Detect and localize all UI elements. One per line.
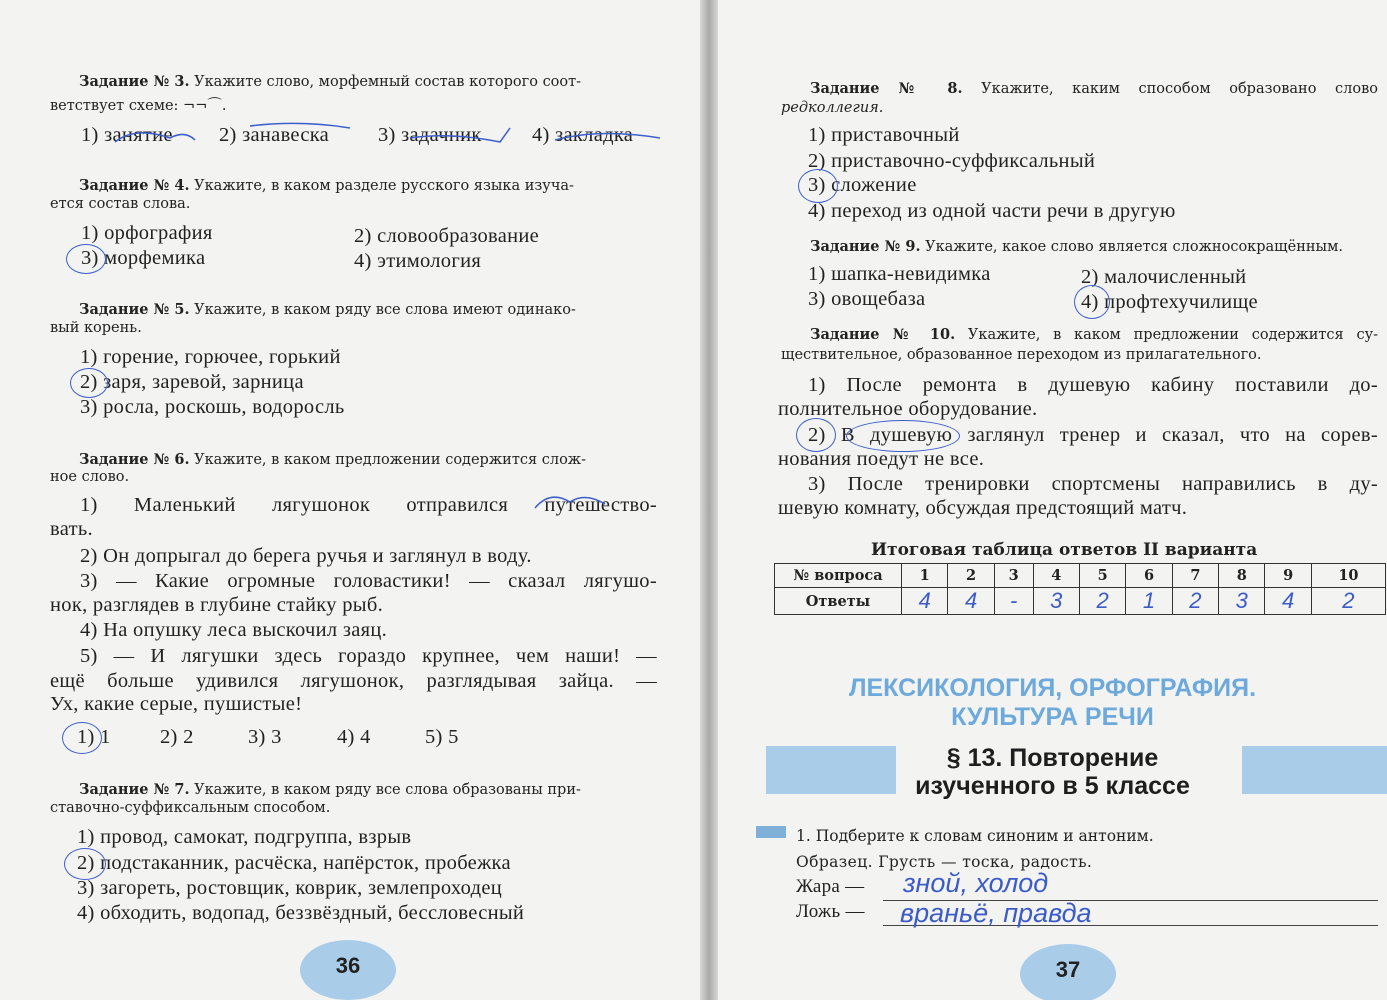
- task9-option-3: 3) овощебаза: [808, 288, 926, 310]
- table-header-label: № вопроса: [775, 564, 902, 588]
- task7-line1: Задание № 7. Укажите, в каком ряду все слова образованы при-: [79, 781, 581, 798]
- chapter-title-line1: ЛЕКСИКОЛОГИЯ, ОРФОГРАФИЯ.: [848, 674, 1257, 702]
- task6-heading: Задание № 6.: [79, 451, 190, 468]
- task10-word-circle: [846, 420, 960, 452]
- task8-option-2: 2) приставочно-суффиксальный: [808, 150, 1096, 172]
- table-answer-cell: 2: [1079, 588, 1125, 615]
- task5-line2: вый корень.: [50, 320, 142, 336]
- task4-option-4: 4) этимология: [354, 250, 482, 272]
- task6-answer-1: 1) 1: [77, 726, 111, 748]
- exercise1-line1-answer[interactable]: зной, холод: [903, 868, 1049, 898]
- table-header-cell: 3: [994, 564, 1033, 588]
- task4-line2: ется состав слова.: [50, 196, 191, 212]
- task6-answer-4: 4) 4: [337, 726, 371, 748]
- book-spine: [700, 0, 718, 1000]
- exercise1-line1-label: Жара —: [796, 876, 865, 897]
- task3-heading: Задание № 3.: [79, 73, 190, 90]
- task6-sentence-5: 5) — И лягушки здесь гораздо крупнее, чем наши! —: [80, 645, 657, 667]
- task6-answer-2: 2) 2: [160, 726, 194, 748]
- task5-answer-circle: [70, 368, 108, 398]
- task7-heading: Задание № 7.: [79, 781, 190, 798]
- task4-option-3: 3) морфемика: [81, 247, 206, 269]
- task8-option-1: 1) приставочный: [808, 124, 960, 146]
- table-answer-cell: -: [994, 588, 1033, 615]
- task9-line1: Задание № 9. Укажите, какое слово является сложносокращённым.: [810, 238, 1343, 255]
- task8-heading: Задание № 8.: [810, 80, 963, 97]
- task6-answer-5: 5) 5: [425, 726, 459, 748]
- page-number-left: 36: [300, 940, 396, 1000]
- table-header-cell: 10: [1311, 564, 1385, 588]
- task5-line1: Задание № 5. Укажите, в каком ряду все слова имеют одинако-: [79, 301, 576, 318]
- task8-answer-circle: [798, 169, 838, 203]
- answers-table-header-row: [775, 564, 1386, 588]
- task10-sentence-2-cont: нования поедут не все.: [778, 448, 985, 470]
- task10-answer-circle: [796, 418, 836, 452]
- task10-sentence-3-cont: шевую комнату, обсуждая предстоящий матч.: [778, 497, 1188, 519]
- answers-table-title: Итоговая таблица ответов II варианта: [871, 540, 1258, 560]
- task7-option-3: 3) загореть, ростовщик, коврик, землепроходец: [77, 877, 503, 899]
- task4-answer-circle: [66, 244, 106, 274]
- task7-option-1: 1) провод, самокат, подгруппа, взрыв: [77, 826, 412, 848]
- task10-line2: ществительное, образованное переходом из прилагательного.: [781, 347, 1262, 363]
- task4-option-2: 2) словообразование: [354, 225, 540, 247]
- table-header-cell: 9: [1265, 564, 1311, 588]
- table-header-cell: 4: [1033, 564, 1079, 588]
- task9-option-4: 4) профтехучилище: [1081, 291, 1258, 313]
- task10-sentence-1-cont: полнительное оборудование.: [778, 398, 1038, 420]
- task8-option-3: 3) сложение: [808, 174, 917, 196]
- task3-option-3: 3) задачник: [378, 124, 482, 146]
- answers-table: [774, 563, 1386, 615]
- table-header-cell: 2: [948, 564, 994, 588]
- task9-heading: Задание № 9.: [810, 238, 921, 255]
- right-page: [718, 0, 1387, 1000]
- answers-table-answer-row: [775, 588, 1386, 615]
- task6-sentence-3: 3) — Какие огромные головастики! — сказал лягушо-: [80, 570, 657, 592]
- task3-line1: Задание № 3. Укажите слово, морфемный состав которого соот-: [79, 73, 582, 90]
- task5-option-3: 3) росла, роскошь, водоросль: [80, 396, 345, 418]
- table-answer-cell: 2: [1172, 588, 1218, 615]
- section-title-line2: изученного в 5 классе: [915, 772, 1190, 800]
- exercise-marker: [756, 826, 786, 838]
- task3-option-1: 1) занятие: [81, 124, 173, 146]
- task9-answer-circle: [1074, 285, 1110, 319]
- task6-sentence-5-cont: ещё больше удивился лягушонок, разглядывая зайца. —: [50, 670, 657, 692]
- table-header-cell: 1: [902, 564, 948, 588]
- task10-line1: Задание № 10. Укажите, в каком предложении содержится су-: [810, 326, 1378, 343]
- task3-option-2: 2) занавеска: [219, 124, 330, 146]
- task10-sentence-3: 3) После тренировки спортсмены направились в ду-: [808, 473, 1378, 495]
- table-answer-cell: 3: [1033, 588, 1079, 615]
- task8-line1: Задание № 8. Укажите, каким способом образовано слово: [810, 80, 1379, 97]
- page-number-right: 37: [1020, 944, 1116, 1000]
- task6-line1: Задание № 6. Укажите, в каком предложении содержится слож-: [79, 451, 587, 468]
- exercise1-text: 1. Подберите к словам синоним и антоним.: [796, 827, 1154, 845]
- task6-sentence-1-cont: вать.: [50, 518, 93, 540]
- table-answer-cell: 3: [1219, 588, 1265, 615]
- task9-option-1: 1) шапка-невидимка: [808, 263, 991, 285]
- task8-option-4: 4) переход из одной части речи в другую: [808, 200, 1176, 222]
- table-answer-cell: 2: [1311, 588, 1385, 615]
- task4-heading: Задание № 4.: [79, 177, 190, 194]
- chapter-title-line2: КУЛЬТУРА РЕЧИ: [951, 703, 1154, 731]
- task6-sentence-1: 1) Маленький лягушонок отправился путешество-: [80, 494, 657, 516]
- table-answer-cell: 1: [1126, 588, 1172, 615]
- task9-option-2: 2) малочисленный: [1081, 266, 1247, 288]
- task3-option-4: 4) закладка: [532, 124, 634, 146]
- task6-sentence-3-cont: нок, разглядев в глубине стайку рыб.: [50, 594, 384, 616]
- task7-answer-circle: [64, 848, 106, 880]
- task10-sentence-1: 1) После ремонта в душевую кабину поставили до-: [808, 374, 1378, 396]
- task10-heading: Задание № 10.: [810, 326, 956, 343]
- task7-option-2: 2) подстаканник, расчёска, напёрсток, пробежка: [77, 852, 511, 874]
- table-answer-cell: 4: [1265, 588, 1311, 615]
- table-header-cell: 8: [1219, 564, 1265, 588]
- task10-sentence-2: 2) В душевую заглянул тренер и сказал, что на сорев-: [808, 424, 1378, 446]
- exercise1-line2-answer[interactable]: враньё, правда: [900, 898, 1092, 928]
- task6-answer-circle: [62, 722, 102, 754]
- table-header-cell: 6: [1126, 564, 1172, 588]
- task5-heading: Задание № 5.: [79, 301, 190, 318]
- task7-line2: ставочно-суффиксальным способом.: [50, 800, 331, 816]
- task4-option-1: 1) орфография: [81, 222, 213, 244]
- task6-pen-marks: [525, 486, 635, 516]
- task3-pen-marks: [100, 118, 670, 154]
- table-answer-cell: 4: [948, 588, 994, 615]
- task5-option-1: 1) горение, горючее, горький: [80, 346, 341, 368]
- task5-option-2: 2) заря, заревой, зарница: [80, 371, 304, 393]
- task8-word: редколлегия.: [781, 100, 884, 116]
- task6-answer-3: 3) 3: [248, 726, 282, 748]
- task4-line1: Задание № 4. Укажите, в каком разделе русского языка изуча-: [79, 177, 574, 194]
- exercise1-sample: Образец. Грусть — тоска, радость.: [796, 853, 1093, 871]
- task6-line2: ное слово.: [50, 469, 130, 485]
- task6-sentence-2: 2) Он допрыгал до берега ручья и заглянул в воду.: [80, 545, 532, 567]
- table-answer-label: Ответы: [775, 588, 902, 615]
- table-header-cell: 7: [1172, 564, 1218, 588]
- task6-sentence-4: 4) На опушку леса выскочил заяц.: [80, 619, 388, 641]
- section-title-line1: § 13. Повторение: [946, 744, 1159, 772]
- table-answer-cell: 4: [902, 588, 948, 615]
- task6-sentence-5-end: Ух, какие серые, пушистые!: [50, 693, 303, 715]
- exercise1-line2-label: Ложь —: [796, 901, 865, 922]
- table-header-cell: 5: [1079, 564, 1125, 588]
- task7-option-4: 4) обходить, водопад, беззвёздный, бессловесный: [77, 902, 525, 924]
- task3-line2: ветствует схеме: ¬¬⌒.: [50, 98, 227, 114]
